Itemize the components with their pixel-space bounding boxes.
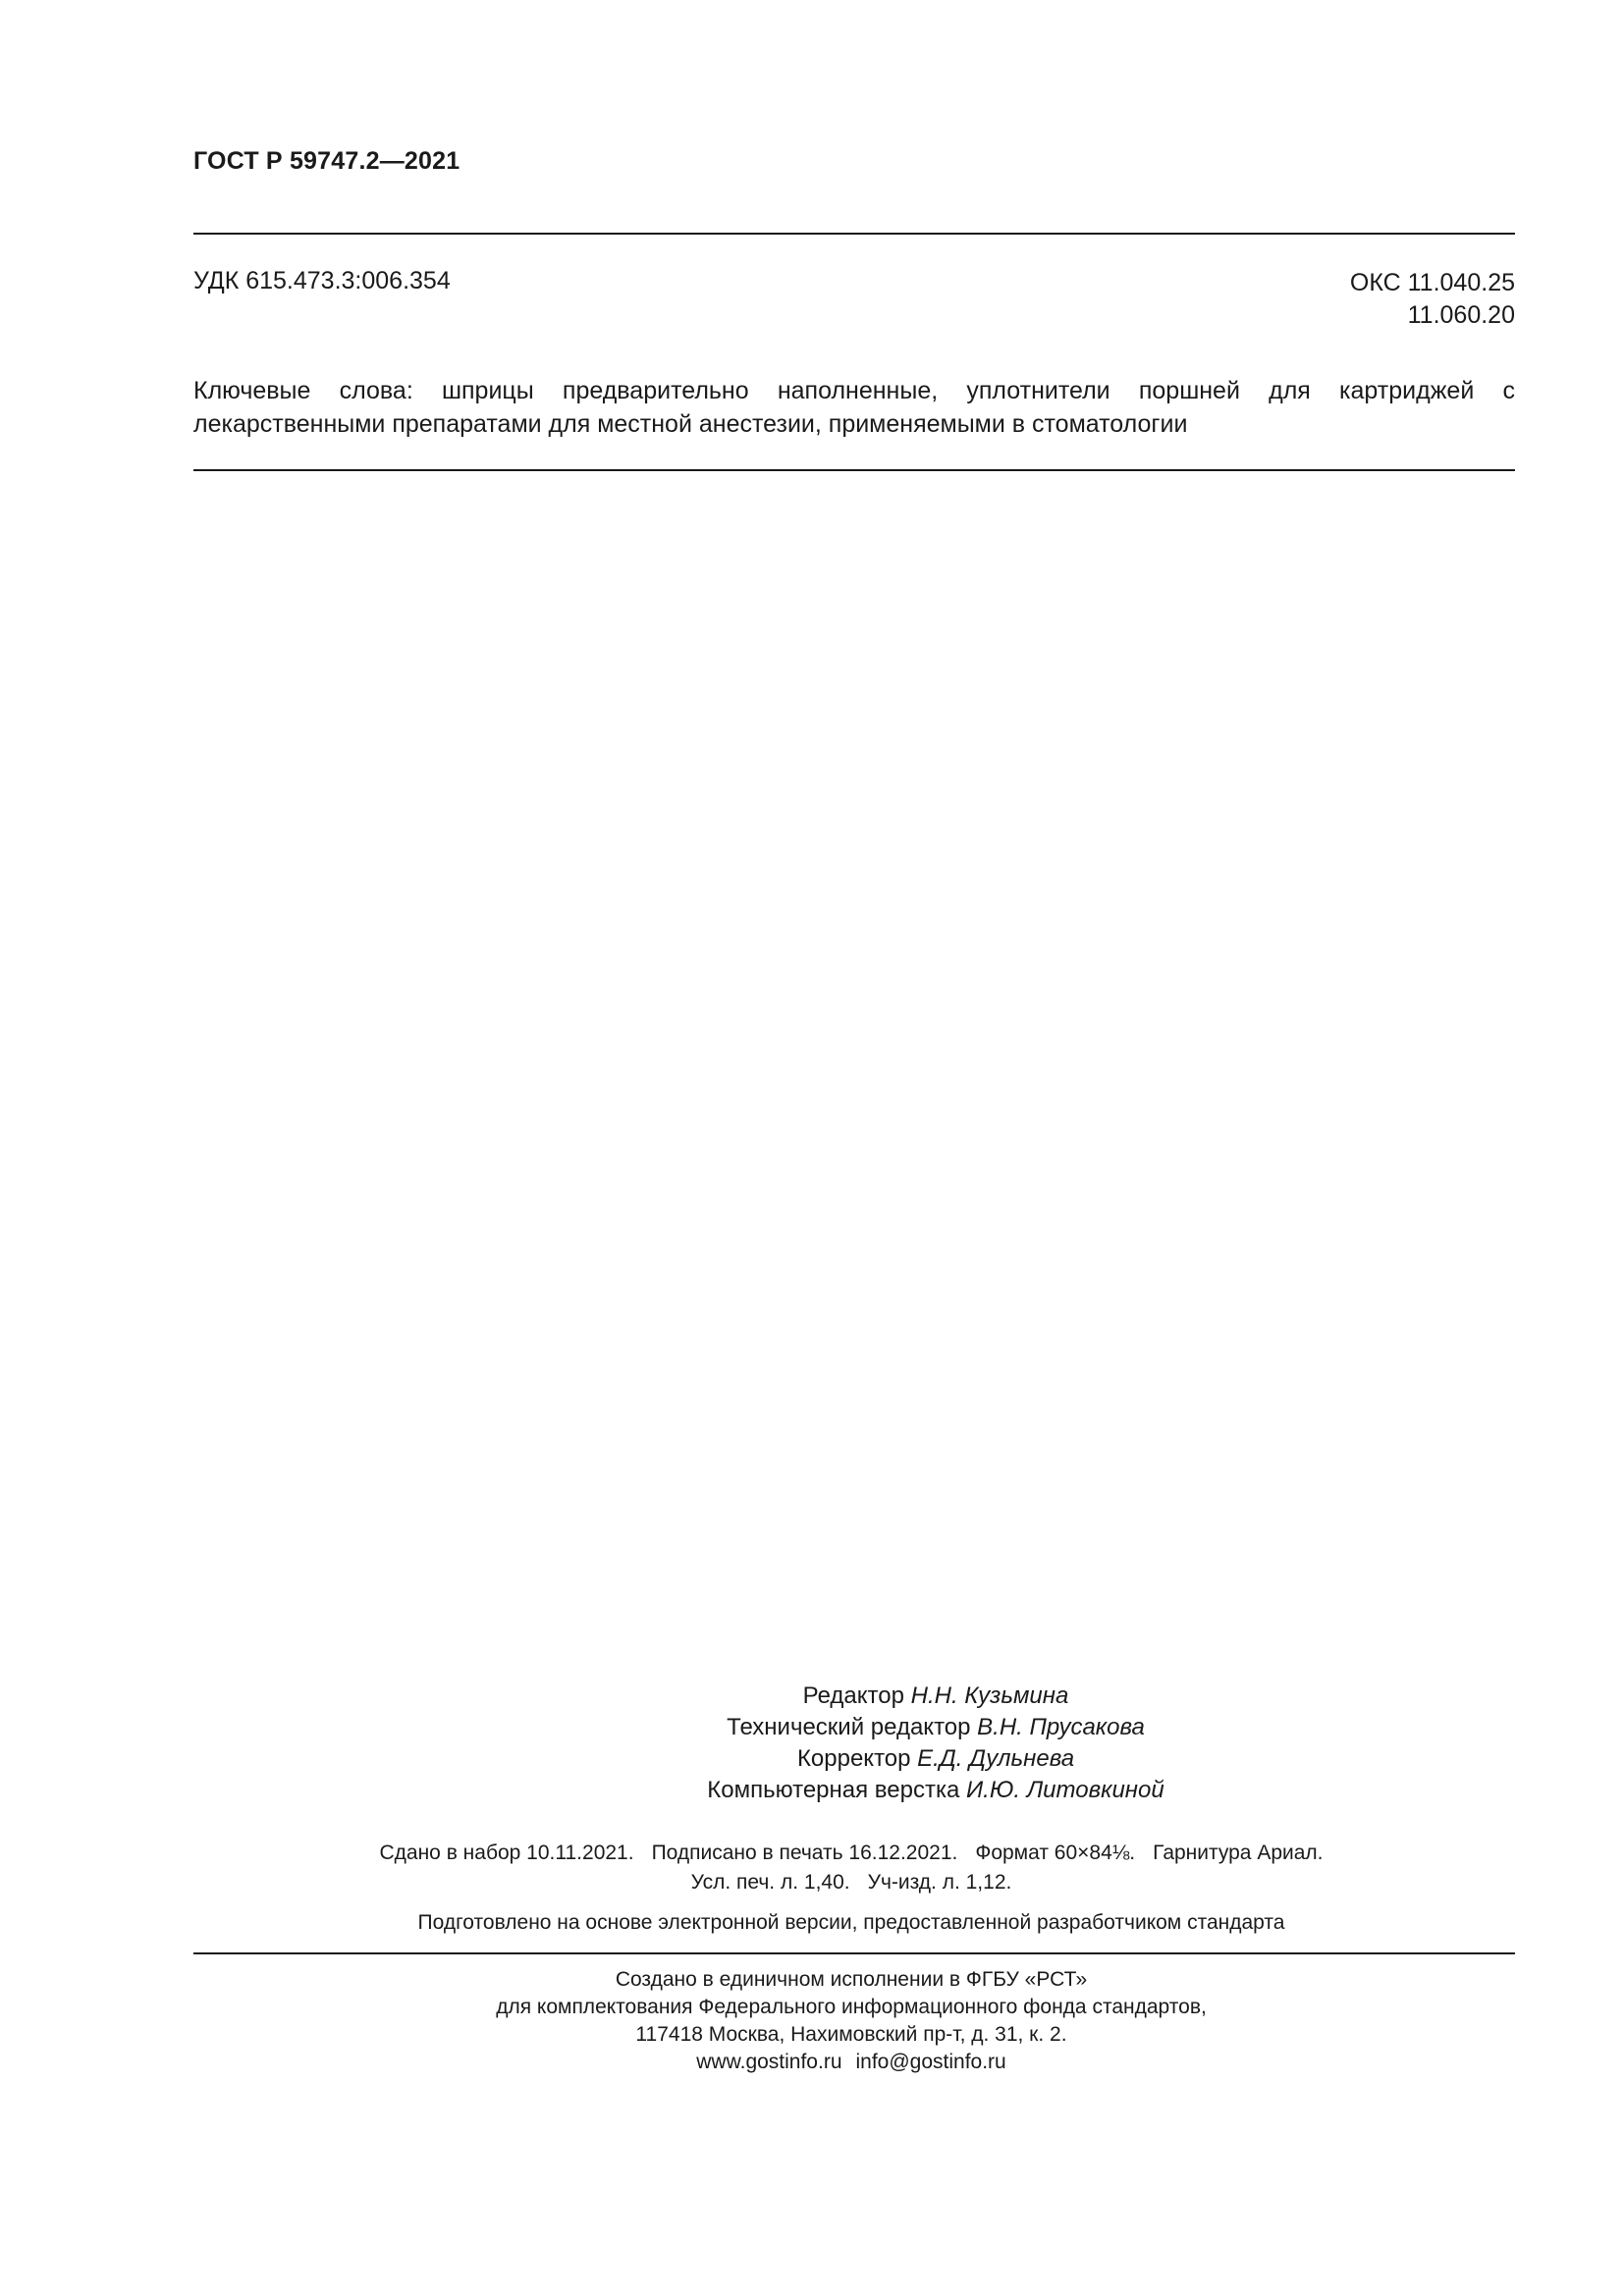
- keywords-paragraph: Ключевые слова: шприцы предварительно наполненные, уплотнители поршней для картриджей с лекарственными препаратами для местной анестезии, применяемыми в стоматологии: [193, 377, 1515, 438]
- print-info-line-1: [0, 1839, 1624, 1868]
- paper-format: Формат 60×84⅛.: [975, 1842, 1136, 1864]
- credit-role: Технический редактор: [727, 1714, 971, 1740]
- print-info: [0, 1839, 1624, 1897]
- publisher-info: [0, 1966, 1624, 2076]
- publisher-line-2: для комплектования Федерального информационного фонда стандартов,: [496, 1996, 1207, 2018]
- submitted-date: Сдано в набор 10.11.2021.: [379, 1842, 634, 1864]
- credit-role: Компьютерная верстка: [707, 1777, 960, 1803]
- credit-corrector: [0, 1743, 1624, 1775]
- credits-block: [0, 1681, 1624, 1806]
- typeface: Гарнитура Ариал.: [1153, 1842, 1324, 1864]
- credit-name: Н.Н. Кузьмина: [910, 1682, 1069, 1709]
- website-link[interactable]: www.gostinfo.ru: [696, 2051, 842, 2073]
- oks-code-1: ОКС 11.040.25: [1349, 269, 1515, 296]
- publisher-address: 117418 Москва, Нахимовский пр-т, д. 31, к. 2.: [635, 2023, 1067, 2046]
- publication-sheets: Уч-изд. л. 1,12.: [867, 1871, 1012, 1894]
- keywords-divider: [193, 469, 1515, 471]
- credit-name: Е.Д. Дульнева: [917, 1745, 1075, 1772]
- top-divider: [193, 233, 1515, 235]
- credit-editor: [0, 1681, 1624, 1712]
- prepared-note: Подготовлено на основе электронной версии, предоставленной разработчиком стандарта: [417, 1911, 1285, 1934]
- bottom-divider: [193, 1952, 1515, 1954]
- signed-date: Подписано в печать 16.12.2021.: [651, 1842, 958, 1864]
- email-link[interactable]: info@gostinfo.ru: [855, 2051, 1006, 2073]
- publisher-contacts: [0, 2049, 1624, 2076]
- udk-code: УДК 615.473.3:006.354: [193, 267, 451, 294]
- document-title: ГОСТ Р 59747.2—2021: [193, 147, 460, 175]
- oks-code-2: 11.060.20: [1407, 301, 1515, 329]
- credit-tech-editor: [0, 1712, 1624, 1743]
- credit-layout: [0, 1775, 1624, 1806]
- oks-codes: [1350, 267, 1515, 332]
- credit-role: Корректор: [796, 1745, 911, 1772]
- print-sheets: Усл. печ. л. 1,40.: [690, 1871, 850, 1894]
- credit-name: И.Ю. Литовкиной: [966, 1777, 1164, 1803]
- credit-name: В.Н. Прусакова: [977, 1714, 1145, 1740]
- credit-role: Редактор: [802, 1682, 904, 1709]
- publisher-line-1: Создано в единичном исполнении в ФГБУ «РСТ»: [615, 1968, 1088, 1991]
- print-info-line-2: [0, 1868, 1624, 1897]
